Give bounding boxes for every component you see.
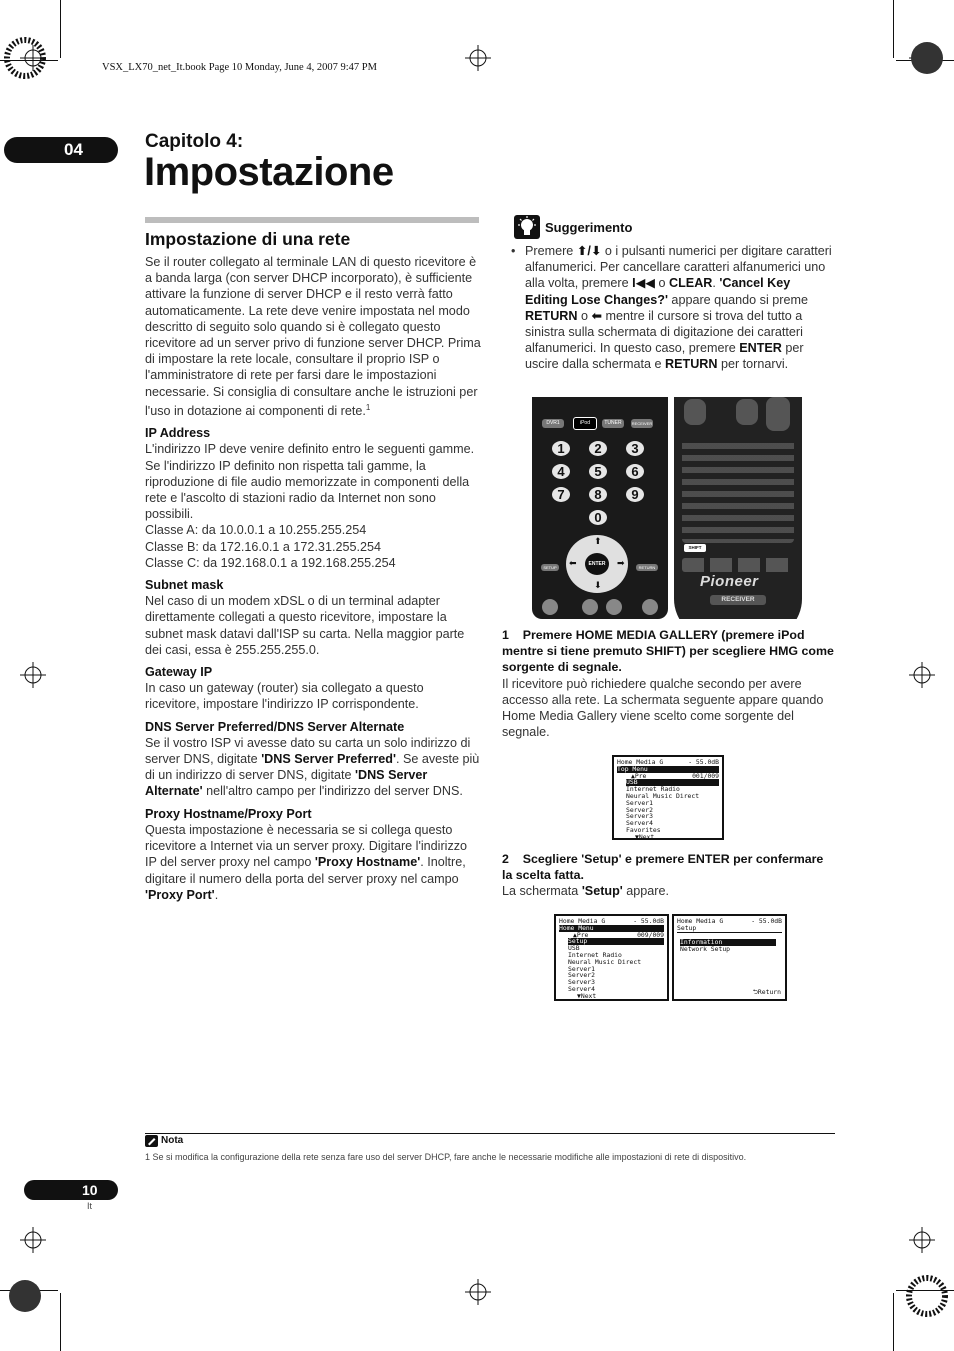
tip-text: appare quando si preme — [667, 292, 808, 307]
remote-button-row — [682, 558, 794, 572]
subnet-heading: Subnet mask — [145, 578, 224, 593]
intro-paragraph — [145, 254, 481, 419]
page-number-tab — [24, 1180, 118, 1200]
dns-heading: DNS Server Preferred/DNS Server Alternate — [145, 719, 405, 734]
left-arrow-icon: ⬅ — [591, 308, 603, 323]
number-button-3: 3 — [626, 441, 644, 456]
number-button-5: 5 — [589, 464, 607, 479]
screen-list-item: Neural Music Direct — [626, 791, 700, 800]
number-button-0: 0 — [589, 510, 607, 525]
screen-volume: - 55.0dB — [751, 917, 782, 925]
class-b-range: Classe B: da 172.16.0.1 a 172.31.255.254 — [145, 539, 381, 554]
step-2-title — [502, 851, 836, 883]
screen-list-item: Server4 — [568, 984, 595, 993]
left-column — [145, 229, 481, 903]
language-code: It — [87, 1201, 93, 1211]
remote-control-illustration — [532, 397, 804, 619]
number-button-7: 7 — [552, 487, 570, 502]
screen-list-item-selected: Information — [680, 939, 776, 946]
dns-text-part: Se il vostro ISP vi avesse dato su carta un solo indirizzo di server DNS, digitate — [145, 735, 471, 767]
proxy-port-label: 'Proxy Port' — [145, 887, 215, 902]
setup-button: SETUP — [541, 564, 559, 571]
number-button-6: 6 — [626, 464, 644, 479]
step-1 — [502, 627, 836, 740]
chapter-number: 04 — [64, 140, 83, 159]
screen-list-item-selected: USB — [626, 779, 719, 786]
step-2-text-part: La schermata — [502, 884, 582, 899]
screen-next: ▼Next — [577, 991, 597, 1000]
bullet: • — [511, 244, 516, 258]
chapter-label: Capitolo 4: — [145, 131, 244, 152]
vol-rocker — [766, 397, 790, 431]
step-2-title-text: Scegliere 'Setup' e premere ENTER per confermare la scelta fatta. — [502, 852, 824, 883]
screen-list-item: Server3 — [568, 978, 595, 987]
number-button-9: 9 — [626, 487, 644, 502]
clear-key-label: CLEAR — [669, 276, 713, 291]
ip-address-text: L'indirizzo IP deve venire definito entro le seguenti gamme. Se l'indirizzo IP definito non rispetta tali gamme, la riproduzione di file audio memorizzate in componenti della rete e l'ascolto di stazioni radio da Internet non sono possibili. — [145, 442, 475, 522]
screen-list-item: Favorites — [626, 825, 661, 834]
remote-round-button — [642, 599, 658, 615]
screen-list-item: Internet Radio — [568, 950, 622, 959]
class-a-range: Classe A: da 10.0.0.1 a 10.255.255.254 — [145, 523, 367, 538]
screen-list-item: Server1 — [626, 798, 653, 807]
section-rule — [145, 217, 479, 223]
remote-button-grid — [682, 437, 794, 543]
gateway-heading: Gateway IP — [145, 665, 213, 680]
proxy-text-part: Questa impostazione è necessaria se si collega questo ricevitore a Internet via un server proxy. Digitare l'indirizzo IP del server proxy nel campo — [145, 822, 468, 870]
tip-paragraph — [510, 243, 836, 373]
screen-volume: - 55.0dB — [688, 758, 719, 766]
step-2-text — [502, 883, 836, 899]
intro-text: Se il router collegato al terminale LAN di questo ricevitore è a banda larga (con server DHCP incorporato), è sufficiente attivare la funzione di server DHCP e il resto verrà fatto automaticamente. La rete deve venire impostata nel modo descritto di seguito solo quando si è collegato questo ricevitore ad un server privo di funzione server DHCP. Prima di impostare la rete locale, consultare il proprio ISP o l'amministratore di rete per farsi dare le impostazioni necessarie. Si consiglia di consultare anche le istruzioni per l'uso in dotazione ai componenti di rete. — [145, 255, 481, 419]
tip-title: Suggerimento — [545, 220, 633, 235]
section-title: Impostazione di una rete — [145, 229, 351, 249]
step-1-title-text: Premere HOME MEDIA GALLERY (premere iPod mentre si tiene premuto SHIFT) per scegliere HMG come sorgente di segnale. — [502, 628, 834, 675]
screen-return: ⮌Return — [752, 988, 781, 997]
screen-list-item: USB — [568, 944, 580, 953]
screen-volume: - 55.0dB — [633, 917, 664, 925]
tip-text: per uscire dalla schermata e — [525, 341, 804, 372]
page-number: 10 — [82, 1182, 98, 1198]
screen-list-item-selected: Setup — [568, 938, 664, 945]
proxy-hostname-label: 'Proxy Hostname' — [314, 855, 421, 870]
osd-screen-top-menu — [612, 755, 724, 840]
tip-text: . — [712, 276, 720, 291]
subnet-text: Nel caso di un modem xDSL o di un terminal adapter direttamente collegati a questo ricevitore, impostare la subnet mask datavi dall'ISP su carta. Nella maggior parte dei casi, essa è 255.255.255.0. — [145, 594, 465, 657]
ip-address-heading: IP Address — [145, 426, 211, 441]
tv-ch-rocker — [736, 399, 758, 425]
number-button-1: 1 — [552, 441, 570, 456]
number-button-2: 2 — [589, 441, 607, 456]
osd-screen-setup — [672, 914, 787, 1001]
screen-prev: ▲Pre — [631, 771, 647, 780]
tip-text: Premere — [525, 244, 577, 258]
osd-screen-home-menu — [554, 914, 669, 1001]
screen-prev: ▲Pre — [573, 930, 589, 939]
screen-menu-bar: Setup — [677, 925, 782, 933]
screen-list-item: Server3 — [626, 812, 653, 821]
page-title: Impostazione — [144, 150, 394, 194]
proxy-text — [145, 822, 481, 903]
screen-page-indicator: 001/009 — [692, 771, 719, 780]
dns-alternate-label: 'DNS Server Alternate' — [145, 768, 428, 799]
screen-list-item: Server4 — [626, 819, 653, 828]
cancel-message-label: 'Cancel Key Editing Lose Changes?' — [525, 276, 791, 307]
tip-text: o — [654, 276, 669, 291]
return-key-label: RETURN — [525, 308, 578, 323]
return-key-label: RETURN — [665, 357, 718, 372]
tip-text: o i pulsanti numerici per digitare caratteri alfanumerici. Per cancellare caratteri alfanumerici uno alla volta, premere — [525, 244, 832, 291]
screen-menu-bar: Top Menu — [617, 766, 719, 773]
number-button-4: 4 — [552, 464, 570, 479]
up-down-arrows-icon: ⬆/⬇ — [576, 244, 602, 258]
footnote-mark: 1 — [365, 402, 371, 412]
screen-list-item: Neural Music Direct — [568, 957, 642, 966]
tip-text: o — [577, 308, 592, 323]
screen-list-item: Server2 — [626, 805, 653, 814]
screen-title: Home Media G — [617, 758, 664, 766]
enter-key-label: ENTER — [739, 341, 782, 356]
tip-body — [510, 243, 836, 373]
step-1-title — [502, 627, 836, 676]
gateway-text: In caso un gateway (router) sia collegato a questo ricevitore, impostare l'indirizzo IP corrispondente. — [145, 681, 424, 712]
screen-list-item: Internet Radio — [626, 785, 680, 794]
footnote-rule — [145, 1133, 835, 1134]
left-arrow-icon: ⬅ — [569, 558, 577, 568]
step-number: 1 — [502, 628, 509, 642]
return-button: RETURN — [636, 564, 658, 571]
step-1-text: Il ricevitore può richiedere qualche secondo per avere accesso alla rete. La schermata seguente appare quando Home Media Gallery viene scelto come sorgente del segnale. — [502, 676, 824, 740]
screen-next: ▼Next — [635, 832, 655, 841]
footnote-text: 1 Se si modifica la configurazione della rete senza fare uso del server DHCP, fare anche le necessarie modifiche alle impostazioni di rete di dispositivo. — [145, 1152, 747, 1162]
chapter-tab — [4, 137, 118, 163]
proxy-heading: Proxy Hostname/Proxy Port — [145, 806, 312, 821]
receiver-button: RECEIVER — [710, 595, 766, 605]
receiver-source-button: RECEIVER — [631, 421, 653, 426]
tip-text: mentre il cursore si trova del tutto a sinistra sulla schermata di digitazione dei caratteri alfanumerici. In questo caso, premere — [525, 308, 803, 356]
step-number: 2 — [502, 852, 509, 866]
down-arrow-icon: ⬇ — [594, 580, 602, 590]
note-icon — [145, 1135, 158, 1147]
step-2-text-part: appare. — [622, 884, 670, 899]
class-c-range: Classe C: da 192.168.0.1 a 192.168.255.254 — [145, 555, 396, 570]
tip-text: per tornarvi. — [717, 357, 789, 372]
screen-list-item: Server1 — [568, 964, 595, 973]
screen-list-item: Network Setup — [680, 945, 731, 954]
screen-menu-bar: Home Menu — [559, 925, 664, 932]
dvr-button: DVR1 — [542, 419, 564, 428]
shift-button: SHIFT — [684, 544, 706, 552]
tuner-button: TUNER — [602, 419, 624, 428]
enter-button: ENTER — [585, 553, 609, 575]
remote-round-button — [542, 599, 558, 615]
remote-round-button — [606, 599, 622, 615]
lightbulb-icon — [514, 215, 540, 239]
screen-title: Home Media G — [677, 917, 724, 925]
ipod-button: iPod — [573, 417, 597, 430]
dns-text-part: nell'altro campo per l'indirizzo del server DNS. — [202, 784, 463, 799]
step-2 — [502, 851, 836, 900]
right-arrow-icon: ➡ — [617, 558, 625, 568]
dns-text-part: . Se aveste più di un indirizzo di server DNS, digitate — [145, 752, 480, 783]
dns-preferred-label: 'DNS Server Preferred' — [261, 752, 396, 767]
proxy-text-part: . Inoltre, digitare il numero della porta del server proxy nel campo — [145, 855, 466, 886]
tv-vol-rocker — [684, 399, 706, 425]
prev-track-icon: I◀◀ — [632, 276, 655, 291]
number-button-8: 8 — [589, 487, 607, 502]
up-arrow-icon: ⬆ — [594, 536, 602, 546]
note-label: Nota — [161, 1135, 184, 1146]
setup-screen-label: 'Setup' — [581, 884, 623, 899]
remote-round-button — [582, 599, 598, 615]
book-header-line: VSX_LX70_net_It.book Page 10 Monday, June 4, 2007 9:47 PM — [102, 62, 377, 73]
proxy-text-part: . — [214, 887, 219, 902]
pioneer-logo: Pioneer — [700, 573, 759, 590]
screen-title: Home Media G — [559, 917, 606, 925]
screen-page-indicator: 009/009 — [637, 930, 664, 939]
screen-list-item: Server2 — [568, 971, 595, 980]
dns-text — [145, 735, 481, 800]
